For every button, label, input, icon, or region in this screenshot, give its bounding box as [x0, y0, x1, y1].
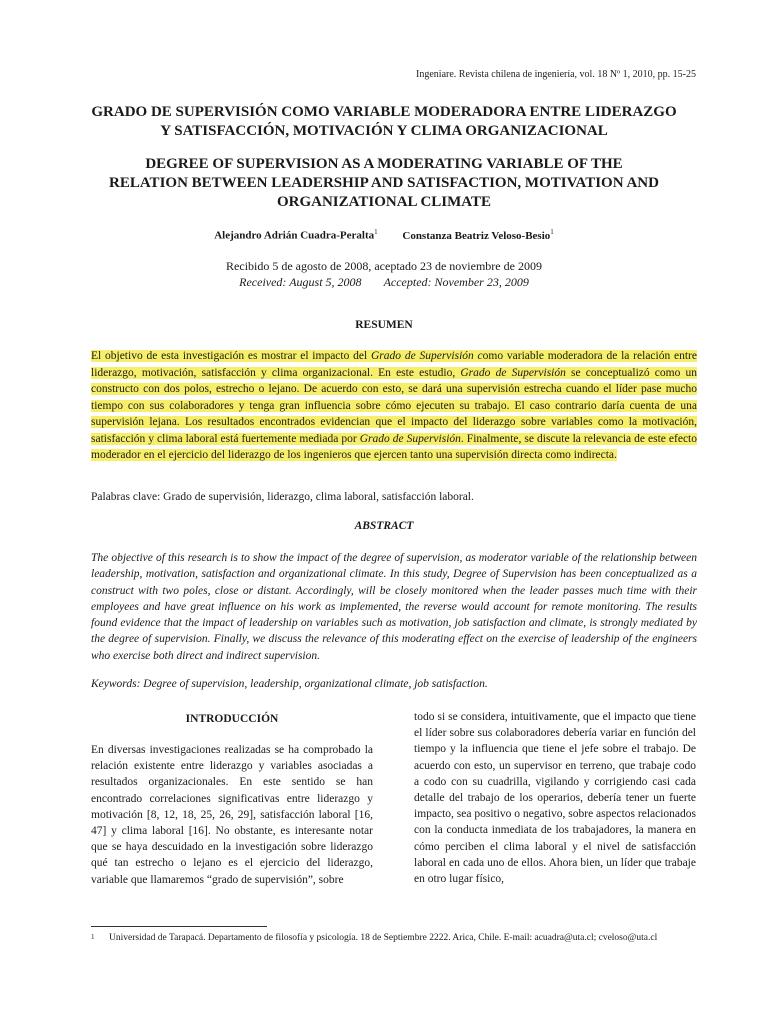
abstract-paragraph: The objective of this research is to show the impact of the degree of supervision, as moderator variable of the relationship between leadership, motivation, satisfaction and organizational climate. In this study, Degree of Supervision has been conceptualized as a construct with two poles, close or distant. Accordingly, will be closely monitored when the leader passes much time with their employees and have great influence on his work as implemented, the reverse would account for remote monitoring. The results found evidence that the impact of leadership on variables such as motivation, job satisfaction and climate, is strongly mediated by the degree of supervision. Finally, we discuss the relevance of this moderating effect on the exercise of leadership of the engineers who exercise both direct and indirect supervision.: [91, 552, 697, 662]
resumen-heading: RESUMEN: [355, 319, 413, 331]
footnote-divider: [91, 926, 267, 927]
dates-english: [86, 274, 682, 290]
accepted-date: Accepted: November 23, 2009: [383, 275, 529, 289]
footnote-mark: 1: [91, 933, 95, 941]
footnote-text: Universidad de Tarapacá. Departamento de filosofía y psicología. 18 de Septiembre 2222. Arica, Chile. E-mail: acuadra@uta.cl; cveloso@uta.cl: [109, 933, 658, 943]
dates-spanish: Recibido 5 de agosto de 2008, aceptado 23 de noviembre de 2009: [226, 259, 542, 273]
author-name: Alejandro Adrián Cuadra-Peralta: [214, 229, 375, 242]
received-date: Received: August 5, 2008: [239, 275, 362, 289]
affiliation-mark: 1: [374, 228, 378, 236]
introduccion-heading: INTRODUCCIÓN: [185, 713, 279, 725]
resumen-text: . Finalmente, se discute la relevancia de este efecto moderador en el ejercicio del liderazgo de los ingenieros que ejercen tanto una supervisión directa como indirecta.: [91, 432, 698, 461]
footnote: [91, 933, 657, 943]
body-column-left: En diversas investigaciones realizadas se ha comprobado la relación existente entre liderazgo y variables asociadas a resultados organizacionales. En este sentido se han encontrado correlaciones significativas entre liderazgo y motivación [8, 12, 18, 25, 26, 29], satisfacción laboral [16, 47] y clima laboral [16]. No obstante, es interesante notar que se haya descuidado en la investigación sobre liderazgo qué tan estrecho o lejano es el ejercicio del liderazgo, variable que llamaremos “grado de supervisión”, sobre: [91, 744, 373, 886]
affiliation-mark: 1: [550, 228, 554, 236]
title-spanish-line: GRADO DE SUPERVISIÓN COMO VARIABLE MODERADORA ENTRE LIDERAZGO: [91, 104, 677, 120]
title-english: [86, 155, 682, 212]
author-name: Constanza Beatriz Veloso-Besio: [402, 229, 551, 242]
resumen-emphasis: Grado de Supervisión c: [371, 350, 483, 362]
submission-dates: [86, 258, 682, 290]
resumen-text: El objetivo de esta investigación es mostrar el impacto del: [91, 350, 371, 362]
title-spanish-line: Y SATISFACCIÓN, MOTIVACIÓN Y CLIMA ORGANIZACIONAL: [160, 123, 608, 139]
resumen-emphasis: Grado de Supervisión: [460, 366, 566, 379]
body-column-right: todo si se considera, intuitivamente, que el impacto que tiene el líder sobre sus colaboradores debería variar en función del tiempo y la influencia que tiene el jefe sobre el trabajo. De acuerdo con esto, un supervisor en terreno, que trabaje codo a codo con su cuadrilla, vigilando y corrigiendo casi cada detalle del trabajo de los operarios, debería tener un fuerte impacto, sea positivo o negativo, sobre aspectos relacionados con la conducta inmediata de los trabajadores, la manera en cómo perciben el clima laboral y el nivel de satisfacción laboral en cada uno de ellos. Ahora bien, un líder que trabaje en otro lugar físico,: [414, 711, 696, 886]
title-english-line: DEGREE OF SUPERVISION AS A MODERATING VARIABLE OF THE: [145, 156, 623, 172]
journal-reference: Ingeniare. Revista chilena de ingeniería, vol. 18 Nº 1, 2010, pp. 15-25: [416, 69, 696, 80]
palabras-clave: Palabras clave: Grado de supervisión, liderazgo, clima laboral, satisfacción laboral.: [91, 491, 474, 503]
title-english-line: RELATION BETWEEN LEADERSHIP AND SATISFACTION, MOTIVATION AND: [109, 175, 659, 191]
resumen-emphasis: Grado de Supervisión: [359, 432, 461, 445]
resumen-text: se conceptualizó como un constructo con dos polos, estrecho o lejano. De acuerdo con esto, se dará una supervisión estrecha cuando el líder pase mucho tiempo con sus colaboradores y tenga gran influencia sobre cómo ejecuten su trabajo. El caso contrario daría cuenta de una supervisión lejana. Los resultados encontrados evidencian que el impacto del liderazgo sobre variables como la motivación, satisfacción y clima laboral está fuertemente mediada por: [91, 366, 697, 445]
resumen-text: omo variable moderadora de la relación entre liderazgo, motivación, satisfacción y clima organizacional. En este estudio,: [91, 350, 697, 379]
title-spanish: [86, 103, 682, 141]
abstract-heading: ABSTRACT: [354, 520, 414, 532]
keywords: Keywords: Degree of supervision, leadership, organizational climate, job satisfaction.: [91, 678, 488, 690]
author-list: [86, 228, 682, 242]
title-english-line: ORGANIZATIONAL CLIMATE: [276, 194, 492, 210]
resumen-paragraph: [91, 348, 697, 464]
highlighted-text: [91, 350, 697, 461]
